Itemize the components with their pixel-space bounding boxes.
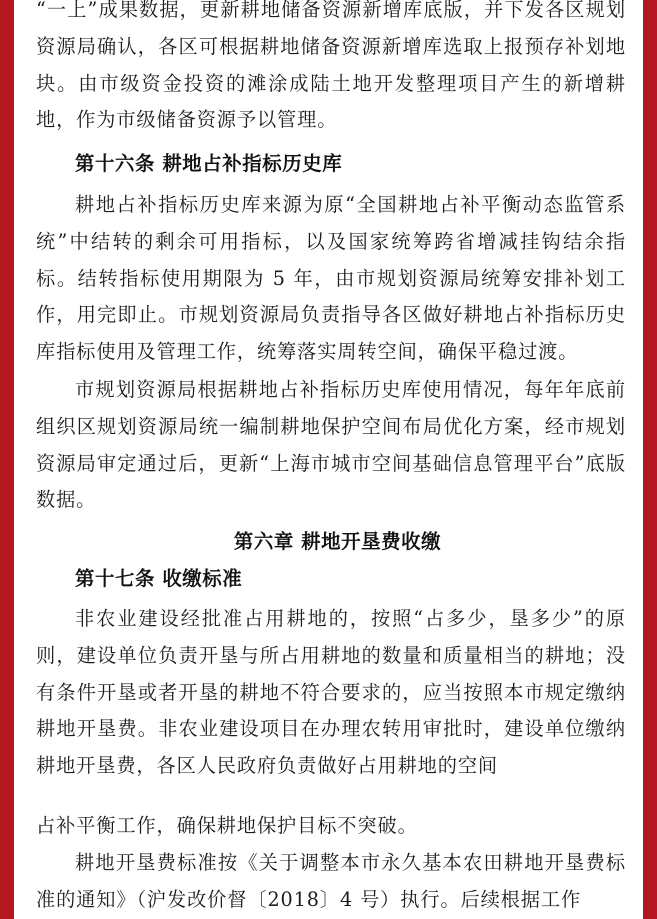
right-red-border (643, 0, 657, 919)
article-17-paragraph-1: 非农业建设经批准占用耕地的，按照“占多少，垦多少”的原则，建设单位负责开垦与所占用耕地的数量和质量相当的耕地；没有条件开垦或者开垦的耕地不符合要求的，应当按照本市规定缴纳耕地开垦费。非农业建设项目在办理农转用审批时，建设单位缴纳耕地开垦费，各区人民政府负责做好占用耕地的空间 (36, 607, 626, 778)
article-17-paragraph-2: 耕地开垦费标准按《关于调整本市永久基本农田耕地开垦费标准的通知》（沪发改价督〔2018〕4 号）执行。后续根据工作 (36, 851, 626, 911)
article-16-paragraph-2: 市规划资源局根据耕地占补指标历史库使用情况，每年年底前组织区规划资源局统一编制耕地保护空间布局优化方案，经市规划资源局审定通过后，更新“上海市城市空间基础信息管理平台”底版数据。 (36, 378, 626, 512)
article-16-title: 第十六条 耕地占补指标历史库 (75, 152, 343, 175)
article-17-paragraph-1-continued: 占补平衡工作，确保耕地保护目标不突破。 (36, 814, 418, 837)
article-16-paragraph-1: 耕地占补指标历史库来源为原“全国耕地占补平衡动态监管系统”中结转的剩余可用指标，以及国家统筹跨省增减挂钩结余指标。结转指标使用期限为 5 年，由市规划资源局统筹安排补划工作，用完即止。市规划资源局负责指导各区做好耕地占补指标历史库指标使用及管理工作，统筹落实周转空间，确保平稳过渡。 (36, 193, 626, 364)
chapter-6-title: 第六章 耕地开垦费收缴 (233, 530, 442, 553)
article-17-title: 第十七条 收缴标准 (75, 567, 243, 590)
left-red-border (0, 0, 14, 919)
document-page (14, 0, 643, 919)
paragraph-continued: “一上”成果数据，更新耕地储备资源新增库底版，并下发各区规划资源局确认，各区可根据耕地储备资源新增库选取上报预存补划地块。由市级资金投资的滩涂成陆土地开发整理项目产生的新增耕地，作为市级储备资源予以管理。 (36, 0, 626, 132)
